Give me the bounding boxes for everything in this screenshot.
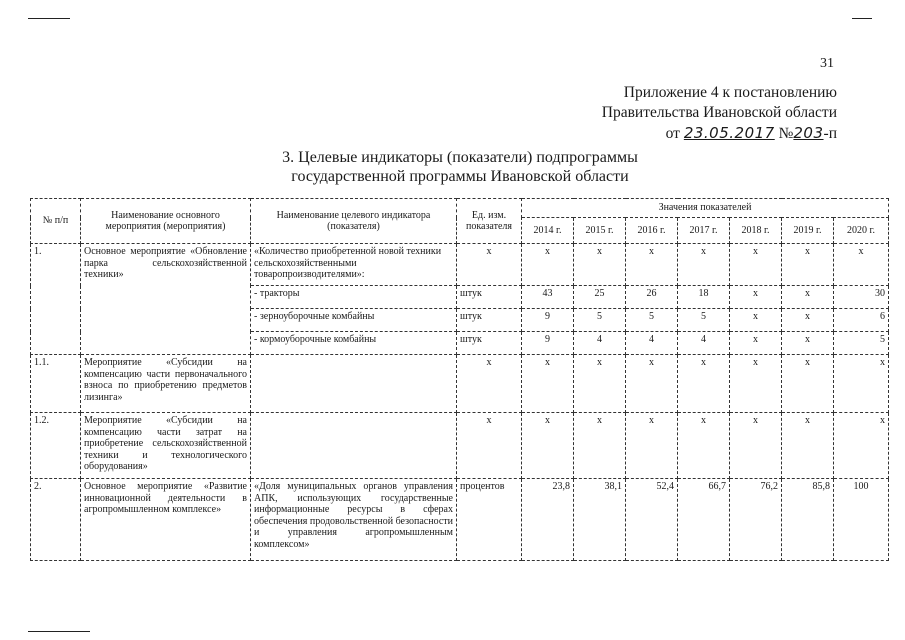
table-row bbox=[31, 413, 889, 479]
row-indicator bbox=[251, 413, 457, 479]
row-event: Основное мероприятие «Обновление парка сельскохозяйственной техники» bbox=[81, 244, 251, 355]
header-unit: Ед. изм. показателя bbox=[457, 199, 522, 244]
approval-number: 203 bbox=[793, 124, 824, 142]
row-event: Мероприятие «Субсидии на компенсацию части первоначального взноса по приобретению предметов лизинга» bbox=[81, 355, 251, 413]
row-value: х bbox=[574, 413, 626, 479]
title-line-1: 3. Целевые индикаторы (показатели) подпрограммы bbox=[282, 149, 638, 166]
subrow-value: х bbox=[730, 309, 782, 332]
header-year: 2014 г. bbox=[522, 218, 574, 244]
subrow-unit: штук bbox=[457, 309, 522, 332]
row-value: х bbox=[678, 413, 730, 479]
row-value: х bbox=[626, 244, 678, 286]
subrow-value: 5 bbox=[834, 332, 889, 355]
row-value: х bbox=[730, 355, 782, 413]
subrow-value: х bbox=[782, 332, 834, 355]
row-value: 100 bbox=[834, 479, 889, 561]
subrow-indicator: - кормоуборочные комбайны bbox=[251, 332, 457, 355]
row-value: х bbox=[626, 413, 678, 479]
row-indicator bbox=[251, 355, 457, 413]
row-value: х bbox=[834, 244, 889, 286]
subrow-value: 9 bbox=[522, 332, 574, 355]
row-num: 2. bbox=[31, 479, 81, 561]
subrow-value: 4 bbox=[678, 332, 730, 355]
document-title bbox=[230, 148, 690, 186]
table-row bbox=[31, 244, 889, 286]
subrow-value: 18 bbox=[678, 286, 730, 309]
row-value: х bbox=[730, 413, 782, 479]
subrow-value: 5 bbox=[574, 309, 626, 332]
row-value: 85,8 bbox=[782, 479, 834, 561]
subrow-value: х bbox=[730, 286, 782, 309]
scan-artifact-top-right bbox=[852, 18, 872, 19]
row-value: 38,1 bbox=[574, 479, 626, 561]
table-row bbox=[31, 479, 889, 561]
row-num: 1. bbox=[31, 244, 81, 355]
subrow-value: 5 bbox=[678, 309, 730, 332]
approval-line-2: Правительства Ивановской области bbox=[601, 104, 837, 121]
header-year: 2019 г. bbox=[782, 218, 834, 244]
subrow-value: х bbox=[782, 286, 834, 309]
row-value: х bbox=[522, 244, 574, 286]
subrow-value: 5 bbox=[626, 309, 678, 332]
row-value: 66,7 bbox=[678, 479, 730, 561]
row-value: 52,4 bbox=[626, 479, 678, 561]
header-num: № п/п bbox=[31, 199, 81, 244]
row-value: х bbox=[678, 355, 730, 413]
header-year: 2016 г. bbox=[626, 218, 678, 244]
approval-line-3 bbox=[602, 123, 837, 144]
row-event: Мероприятие «Субсидии на компенсацию части затрат на приобретение сельскохозяйственной техники и технологического оборудования» bbox=[81, 413, 251, 479]
row-value: х bbox=[782, 244, 834, 286]
row-value: х bbox=[834, 355, 889, 413]
title-line-2: государственной программы Ивановской области bbox=[291, 168, 629, 185]
header-year: 2018 г. bbox=[730, 218, 782, 244]
approval-num-sign: № bbox=[778, 125, 794, 142]
header-year: 2015 г. bbox=[574, 218, 626, 244]
row-value: х bbox=[782, 413, 834, 479]
approval-line-1: Приложение 4 к постановлению bbox=[623, 84, 837, 101]
table-row bbox=[31, 355, 889, 413]
subrow-value: х bbox=[782, 309, 834, 332]
row-value: х bbox=[730, 244, 782, 286]
row-event: Основное мероприятие «Развитие инновационной деятельности в агропромышленном комплексе» bbox=[81, 479, 251, 561]
subrow-value: 4 bbox=[574, 332, 626, 355]
row-value: 23,8 bbox=[522, 479, 574, 561]
subrow-value: 26 bbox=[626, 286, 678, 309]
row-num: 1.1. bbox=[31, 355, 81, 413]
row-indicator: «Доля муниципальных органов управления АПК, использующих государственные информационные ресурсы в сферах обеспечения продовольственной безопасности и управления агропромышленным комплексом» bbox=[251, 479, 457, 561]
row-value: х bbox=[834, 413, 889, 479]
header-indicator: Наименование целевого индикатора (показателя) bbox=[251, 199, 457, 244]
approval-ot: от bbox=[665, 125, 680, 142]
approval-header bbox=[602, 83, 837, 144]
subrow-unit: штук bbox=[457, 286, 522, 309]
row-unit: процентов bbox=[457, 479, 522, 561]
row-unit: х bbox=[457, 413, 522, 479]
row-value: х bbox=[782, 355, 834, 413]
row-value: х bbox=[678, 244, 730, 286]
subrow-value: х bbox=[730, 332, 782, 355]
row-value: х bbox=[574, 244, 626, 286]
approval-date: 23.05.2017 bbox=[683, 124, 775, 142]
subrow-value: 9 bbox=[522, 309, 574, 332]
row-num: 1.2. bbox=[31, 413, 81, 479]
scan-artifact-bottom-left bbox=[28, 631, 90, 632]
row-value: х bbox=[574, 355, 626, 413]
subrow-indicator: - зерноуборочные комбайны bbox=[251, 309, 457, 332]
row-value: х bbox=[522, 355, 574, 413]
header-values: Значения показателей bbox=[522, 199, 889, 218]
row-unit: х bbox=[457, 355, 522, 413]
row-value: 76,2 bbox=[730, 479, 782, 561]
row-value: х bbox=[626, 355, 678, 413]
subrow-unit: штук bbox=[457, 332, 522, 355]
subrow-value: 30 bbox=[834, 286, 889, 309]
subrow-value: 25 bbox=[574, 286, 626, 309]
subrow-value: 43 bbox=[522, 286, 574, 309]
header-year: 2020 г. bbox=[834, 218, 889, 244]
subrow-indicator: - тракторы bbox=[251, 286, 457, 309]
header-event: Наименование основного мероприятия (мероприятия) bbox=[81, 199, 251, 244]
row-unit: х bbox=[457, 244, 522, 286]
header-year: 2017 г. bbox=[678, 218, 730, 244]
row-value: х bbox=[522, 413, 574, 479]
approval-suffix: -п bbox=[823, 125, 837, 142]
row-indicator: «Количество приобретенной новой техники сельскохозяйственными товаропроизводителями»: bbox=[251, 244, 457, 286]
subrow-value: 4 bbox=[626, 332, 678, 355]
subrow-value: 6 bbox=[834, 309, 889, 332]
page-number: 31 bbox=[820, 56, 834, 71]
indicators-table bbox=[30, 198, 889, 561]
scan-artifact-top-left bbox=[28, 18, 70, 19]
